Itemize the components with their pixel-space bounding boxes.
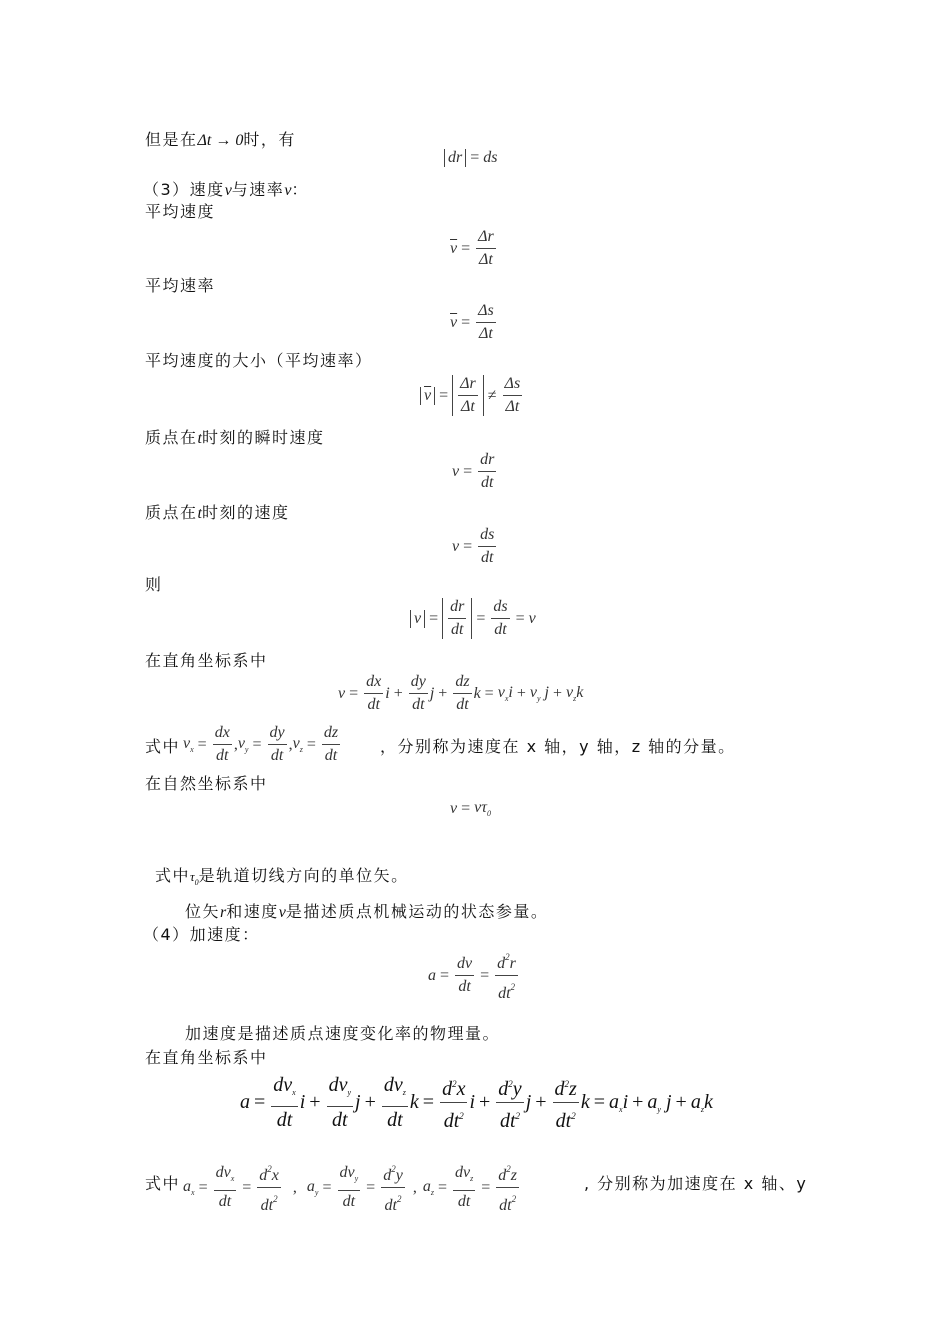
- text-fragment: 质点在: [145, 503, 198, 522]
- text-line: 在直角坐标系中: [145, 651, 268, 670]
- equation-acceleration-cartesian: a = $\frac{dv_x}{dt}$ i + $\frac{dv_y}{dt}$ j + $\frac{dv_z}{dt}$ k = $\frac{d^2x}{dt^2}$ i + $\frac{d^2y}{dt^2}$ j + $\frac{d^2z}{dt^2}$ k = $a_xi$ + $a_y$ j + $a_zk$: [240, 1074, 713, 1132]
- text-fragment: 质点在: [145, 428, 198, 447]
- equation-acceleration-components: $a_x$ = $\frac{dv_x}{dt}$ = $\frac{d^2x}{dt^2}$ , $a_y$ = $\frac{dv_y}{dt}$ = $\frac{d^2y}{dt^2}$ , $a_z$ = $\frac{dv_z}{dt}$ = $\frac{d^2z}{dt^2}$: [183, 1160, 521, 1215]
- text-fragment: 式中: [155, 866, 191, 885]
- text-fragment: 但是在: [145, 130, 198, 149]
- math-inline: v: [284, 182, 292, 199]
- equation-instant-velocity: v = $\frac{dr}{dt}$: [452, 451, 495, 491]
- equation-velocity-natural: v = $v\tau_0$: [450, 799, 491, 818]
- text-fragment: 和速度: [226, 902, 279, 921]
- equation-average-velocity-magnitude: $\overline{v}$ = $\frac{\Delta r}{\Delta t}$ ≠ $\frac{\Delta s}{\Delta t}$: [420, 375, 524, 416]
- text-fragment: 时刻的速度: [201, 503, 290, 522]
- text-fragment: （3）速度: [143, 180, 225, 199]
- math-inline: r: [220, 904, 227, 921]
- text-fragment: ：: [291, 180, 309, 199]
- math-inline: Δt → 0: [197, 132, 244, 149]
- text-fragment: 是描述质点机械运动的状态参量。: [285, 902, 549, 921]
- text-line: 平均速度的大小（平均速率）: [145, 351, 373, 370]
- equation-velocity-components: $v_x$ = $\frac{dx}{dt}$ , $v_y$ = $\frac{dy}{dt}$ , $v_z$ = $\frac{dz}{dt}$: [183, 724, 339, 764]
- math-inline: v: [278, 904, 286, 921]
- equation-velocity-magnitude: v = $\frac{dr}{dt}$ = $\frac{ds}{dt}$ = v: [410, 598, 536, 639]
- math-inline: v: [224, 182, 232, 199]
- text-line: 加速度是描述质点速度变化率的物理量。: [185, 1024, 501, 1043]
- text-line: 则: [145, 575, 163, 594]
- equation-speed: v = $\frac{ds}{dt}$: [452, 526, 495, 566]
- text-fragment: 与速率: [231, 180, 285, 199]
- equation-acceleration: a = $\frac{dv}{dt}$ = $\frac{d^2r}{dt^2}$: [428, 948, 520, 1003]
- text-line: 式中$\tau_0$是轨道切线方向的单位矢。: [155, 866, 409, 887]
- text-line: ，分别称为速度在 x 轴，y 轴，z 轴的分量。: [380, 737, 736, 756]
- text-line: 式中: [145, 1174, 181, 1193]
- text-line: 在直角坐标系中: [145, 1048, 268, 1067]
- math-inline: t: [197, 505, 202, 522]
- text-fragment: 时刻的瞬时速度: [201, 428, 325, 447]
- text-fragment: 时，有: [243, 130, 296, 149]
- section-heading-3: [143, 180, 309, 201]
- math-inline: t: [197, 430, 202, 447]
- equation-average-velocity: $\overline{v}$ = $\frac{\Delta r}{\Delta t}$: [450, 228, 494, 268]
- section-heading-4: （4）加速度：: [143, 925, 260, 944]
- text-fragment: 是轨道切线方向的单位矢。: [198, 866, 409, 885]
- equation-average-speed: $\overline{v}$ = $\frac{\Delta s}{\Delta t}$: [450, 302, 494, 342]
- text-line: 平均速度: [145, 202, 216, 221]
- text-line: [185, 902, 548, 923]
- equation-velocity-cartesian: v = $\frac{dx}{dt}$ i + $\frac{dy}{dt}$ j + $\frac{dz}{dt}$ k = $v_xi$ + $v_y$ j + $v_zk$: [338, 673, 584, 713]
- text-line: [145, 503, 289, 524]
- equation-dr-ds: dr = ds: [444, 149, 498, 167]
- text-line: 在自然坐标系中: [145, 774, 268, 793]
- text-line: 平均速率: [145, 276, 216, 295]
- text-fragment: 位矢: [185, 902, 221, 921]
- text-line: , 分别称为加速度在 x 轴、y: [584, 1174, 808, 1193]
- text-line: 式中: [145, 737, 181, 756]
- text-line: [145, 130, 296, 151]
- text-line: [145, 428, 324, 449]
